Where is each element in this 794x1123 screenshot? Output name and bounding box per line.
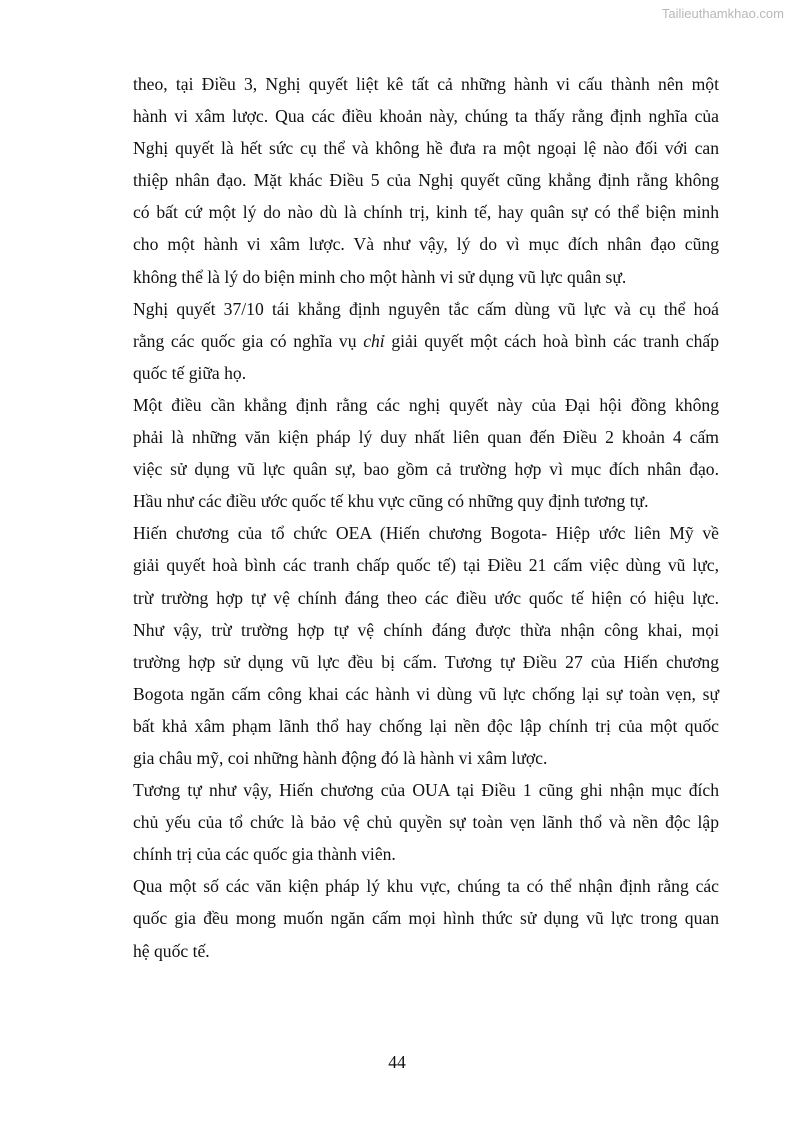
- text-line: Hầu như các điều ước quốc tế khu vực cũng có những quy định tương tự.: [133, 491, 649, 512]
- text-line: trừ trường hợp tự vệ chính đáng theo các điều ước quốc tế hiện có hiệu lực.: [133, 587, 719, 608]
- italic-emphasis: chỉ: [363, 330, 385, 351]
- text-line: Bogota ngăn cấm công khai các hành vi dùng vũ lực chống lại sự toàn vẹn, sự: [133, 683, 719, 704]
- paragraph-3: [133, 389, 719, 517]
- text-line: theo, tại Điều 3, Nghị quyết liệt kê tất cả những hành vi cấu thành nên một: [133, 74, 719, 94]
- text-line: chủ yếu của tổ chức là bảo vệ chủ quyền sự toàn vẹn lãnh thổ và nền độc lập: [133, 812, 719, 833]
- text-line: Một điều cần khẳng định rằng các nghị quyết này của Đại hội đồng không: [133, 394, 719, 415]
- paragraph-1: [133, 68, 719, 293]
- paragraph-6: [133, 870, 719, 966]
- text-line: Nghị quyết 37/10 tái khẳng định nguyên tắc cấm dùng vũ lực và cụ thể hoá: [133, 298, 719, 319]
- text-line: quốc tế giữa họ.: [133, 362, 247, 383]
- text-line: Qua một số các văn kiện pháp lý khu vực, chúng ta có thể nhận định rằng các: [133, 876, 719, 897]
- text-line: không thể là lý do biện minh cho một hành vi sử dụng vũ lực quân sự.: [133, 266, 627, 287]
- text-line: chính trị của các quốc gia thành viên.: [133, 844, 396, 865]
- text-segment: giải quyết một cách hoà bình các tranh chấp: [391, 330, 720, 351]
- document-body: [133, 68, 719, 967]
- text-line: phải là những văn kiện pháp lý duy nhất liên quan đến Điều 2 khoản 4 cấm: [133, 427, 719, 448]
- text-line: quốc gia đều mong muốn ngăn cấm mọi hình thức sử dụng vũ lực trong quan: [133, 908, 719, 929]
- text-line: gia châu mỹ, coi những hành động đó là hành vi xâm lược.: [133, 747, 548, 768]
- text-line: Tương tự như vậy, Hiến chương của OUA tại Điều 1 cũng ghi nhận mục đích: [133, 780, 719, 801]
- text-line: bất khả xâm phạm lãnh thổ hay chống lại nền độc lập chính trị của một quốc: [133, 715, 719, 736]
- text-line: hệ quốc tế.: [133, 940, 210, 961]
- text-line: cho một hành vi xâm lược. Và như vậy, lý do vì mục đích nhân đạo cũng: [133, 234, 719, 255]
- watermark: Tailieuthamkhao.com: [661, 6, 784, 21]
- text-line: Hiến chương của tổ chức OEA (Hiến chương Bogota- Hiệp ước liên Mỹ về: [133, 523, 719, 544]
- text-line: thiệp nhân đạo. Mặt khác Điều 5 của Nghị quyết cũng khẳng định rằng không: [133, 170, 719, 191]
- text-line: có bất cứ một lý do nào dù là chính trị, kinh tế, hay quân sự có thể biện minh: [133, 202, 719, 223]
- text-segment: rằng các quốc gia có nghĩa vụ: [133, 330, 357, 351]
- text-line: giải quyết hoà bình các tranh chấp quốc tế) tại Điều 21 cấm việc dùng vũ lực,: [133, 555, 719, 576]
- paragraph-5: [133, 774, 719, 870]
- text-line: Nghị quyết là hết sức cụ thể và không hề đưa ra một ngoại lệ nào đối với can: [133, 138, 719, 159]
- paragraph-2: [133, 293, 719, 389]
- text-line: Như vậy, trừ trường hợp tự vệ chính đáng được thừa nhận công khai, mọi: [133, 619, 719, 640]
- text-line: trường hợp sử dụng vũ lực đều bị cấm. Tương tự Điều 27 của Hiến chương: [133, 651, 719, 672]
- paragraph-4: [133, 517, 719, 774]
- text-line: [133, 325, 719, 357]
- text-line: việc sử dụng vũ lực quân sự, bao gồm cả trường hợp vì mục đích nhân đạo.: [133, 459, 719, 480]
- text-line: hành vi xâm lược. Qua các điều khoản này, chúng ta thấy rằng định nghĩa của: [133, 106, 719, 127]
- page-number: 44: [388, 1052, 406, 1072]
